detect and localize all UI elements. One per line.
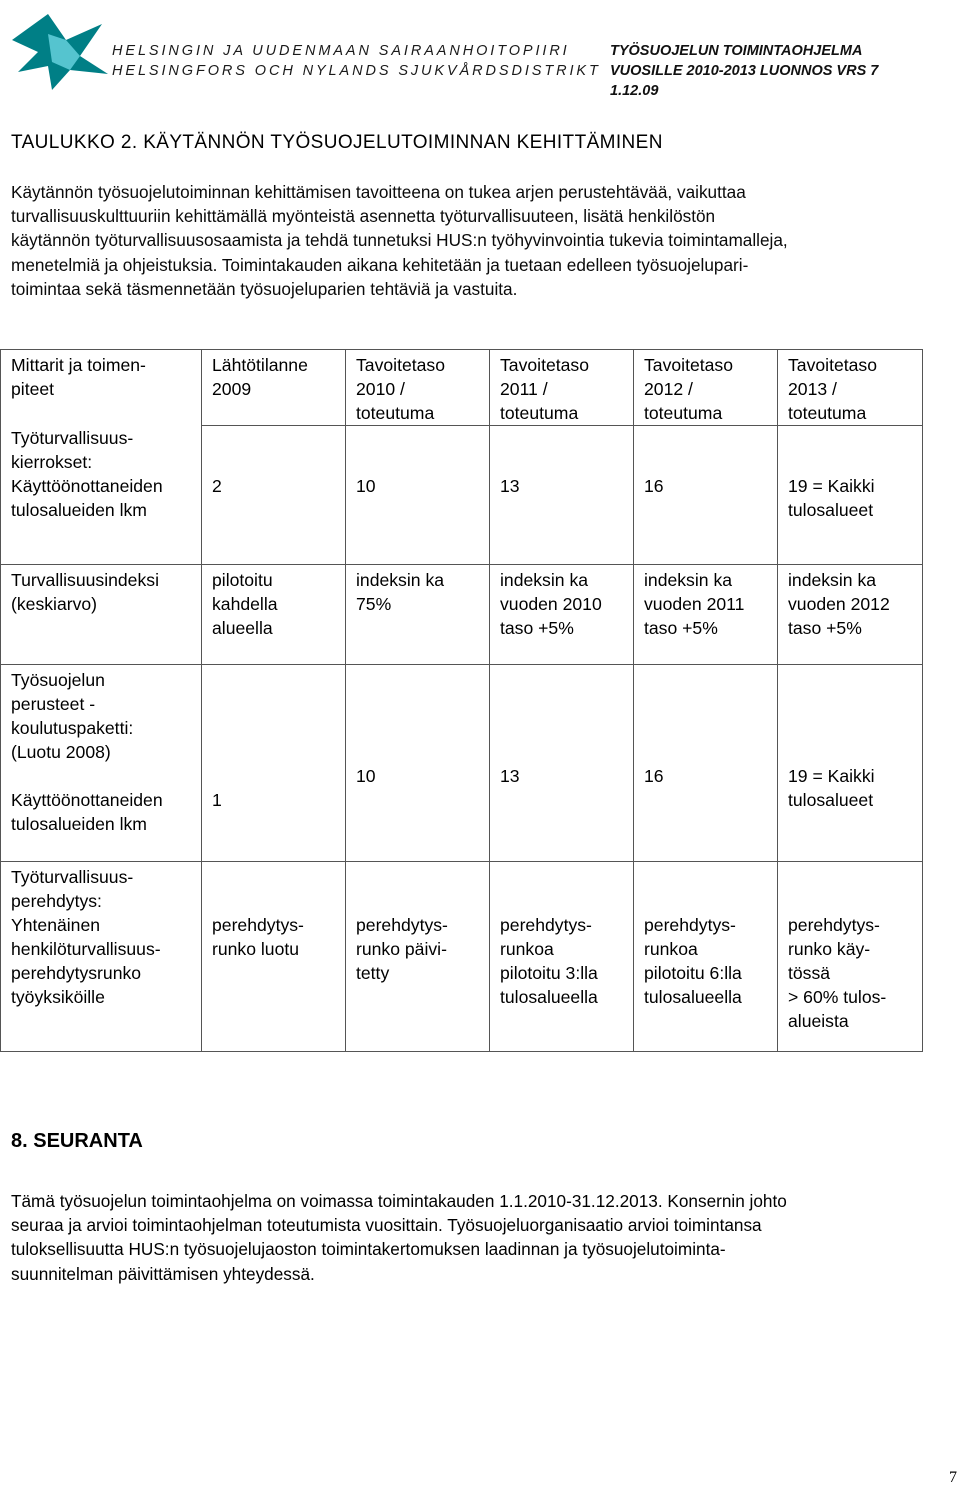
row-label: Työturvallisuus- kierrokset: Käyttöönottaneiden tulosalueiden lkm bbox=[11, 427, 163, 520]
table-cell bbox=[490, 665, 634, 862]
header-cell-2012 bbox=[634, 350, 778, 426]
paragraph-line: suunnitelman päivittämisen yhteydessä. bbox=[11, 1263, 315, 1284]
cell-value: 16 bbox=[644, 766, 664, 786]
table-row bbox=[1, 426, 923, 565]
table-cell bbox=[490, 565, 634, 665]
intro-line: toimintaa sekä täsmennetään työsuojeluparien tehtäviä ja vastuita. bbox=[11, 278, 518, 299]
cell-value: indeksin ka 75% bbox=[356, 570, 445, 614]
paragraph-line: seuraa ja arvioi toimintaohjelman toteutumista vuosittain. Työsuojeluorganisaatio arvioi toimintansa bbox=[11, 1215, 762, 1236]
cell-value: indeksin ka vuoden 2011 taso +5% bbox=[644, 570, 745, 638]
header-baseline-text: Lähtötilanne 2009 bbox=[212, 355, 308, 399]
table-cell bbox=[778, 665, 923, 862]
intro-line: menetelmiä ja ohjeistuksia. Toimintakauden aikana kehitetään ja tuetaan edelleen työsuojelupari- bbox=[11, 254, 749, 275]
header-2013-text: Tavoitetaso 2013 / toteutuma bbox=[788, 355, 877, 423]
table-header-row bbox=[1, 350, 923, 426]
intro-paragraph bbox=[11, 180, 956, 301]
table-cell bbox=[202, 862, 346, 1052]
metrics-table bbox=[0, 349, 923, 1052]
cell-value: 10 bbox=[356, 766, 376, 786]
table-cell bbox=[634, 665, 778, 862]
row-sublabel: Käyttöönottaneiden tulosalueiden lkm bbox=[11, 790, 163, 834]
table-cell bbox=[346, 426, 490, 565]
cell-value: perehdytys- runko luotu bbox=[212, 915, 304, 959]
intro-line: käytännön työturvallisuusosaamista ja tehdä tunnetuksi HUS:n työhyvinvointia tukevia toimintamalleja, bbox=[11, 230, 788, 251]
header-cell-baseline bbox=[202, 350, 346, 426]
header-metric-text: Mittarit ja toimen- piteet bbox=[11, 355, 146, 399]
header-2010-text: Tavoitetaso 2010 / toteutuma bbox=[356, 355, 445, 423]
table-cell bbox=[202, 426, 346, 565]
doc-date: 1.12.09 bbox=[610, 83, 659, 99]
intro-line: Käytännön työsuojelutoiminnan kehittämisen tavoitteena on tukea arjen perustehtävää, vaikuttaa bbox=[11, 182, 746, 202]
table-cell bbox=[490, 426, 634, 565]
header-2012-text: Tavoitetaso 2012 / toteutuma bbox=[644, 355, 733, 423]
cell-value: 19 = Kaikki tulosalueet bbox=[788, 476, 875, 520]
table-cell bbox=[634, 426, 778, 565]
table-cell bbox=[778, 426, 923, 565]
table-cell bbox=[490, 862, 634, 1052]
table-cell bbox=[202, 565, 346, 665]
table-cell bbox=[778, 862, 923, 1052]
cell-value: 2 bbox=[212, 476, 222, 496]
cell-value: perehdytys- runko käy- tössä > 60% tulos- alueista bbox=[788, 915, 887, 1031]
row-label-cell bbox=[1, 426, 202, 565]
table-cell bbox=[202, 665, 346, 862]
org-name-sv: HELSINGFORS OCH NYLANDS SJUKVÅRDSDISTRIKT bbox=[112, 63, 601, 79]
org-name-fi: HELSINGIN JA UUDENMAAN SAIRAANHOITOPIIRI bbox=[112, 43, 570, 59]
section-title: 8. SEURANTA bbox=[11, 1130, 143, 1152]
doc-title-line1: TYÖSUOJELUN TOIMINTAOHJELMA bbox=[610, 43, 863, 59]
header-2011-text: Tavoitetaso 2011 / toteutuma bbox=[500, 355, 589, 423]
organization-name bbox=[112, 41, 601, 81]
page-number: 7 bbox=[949, 1469, 957, 1486]
cell-value: 13 bbox=[500, 766, 520, 786]
row-label-cell bbox=[1, 665, 202, 862]
cell-value: 13 bbox=[500, 476, 520, 496]
table-row bbox=[1, 665, 923, 862]
cell-value: perehdytys- runko päivi- tetty bbox=[356, 915, 448, 983]
table-cell bbox=[634, 565, 778, 665]
table-cell bbox=[778, 565, 923, 665]
row-label-cell bbox=[1, 565, 202, 665]
cell-value: perehdytys- runkoa pilotoitu 3:lla tulosalueella bbox=[500, 915, 598, 1007]
header-cell-2011 bbox=[490, 350, 634, 426]
table-heading: TAULUKKO 2. KÄYTÄNNÖN TYÖSUOJELUTOIMINNAN KEHITTÄMINEN bbox=[11, 132, 663, 153]
table-row bbox=[1, 862, 923, 1052]
doc-title-line2: VUOSILLE 2010-2013 LUONNOS VRS 7 bbox=[610, 63, 879, 79]
intro-line: turvallisuuskulttuuriin kehittämällä myönteistä asennetta työturvallisuuteen, lisätä henkilöstön bbox=[11, 206, 716, 227]
section-paragraph bbox=[11, 1189, 956, 1286]
cell-value: 19 = Kaikki tulosalueet bbox=[788, 766, 875, 810]
cell-value: indeksin ka vuoden 2010 taso +5% bbox=[500, 570, 602, 638]
cell-value: pilotoitu kahdella alueella bbox=[212, 570, 278, 638]
header-cell-metric bbox=[1, 350, 202, 426]
row-label-cell bbox=[1, 862, 202, 1052]
table-cell bbox=[346, 565, 490, 665]
hus-logo bbox=[8, 10, 120, 92]
cell-value: 10 bbox=[356, 476, 376, 496]
row-label: Työturvallisuus- perehdytys: Yhtenäinen henkilöturvallisuus- perehdytysrunko työyksiköille bbox=[11, 867, 161, 1007]
cell-value: perehdytys- runkoa pilotoitu 6:lla tulosalueella bbox=[644, 915, 742, 1007]
table-cell bbox=[346, 862, 490, 1052]
table-cell bbox=[634, 862, 778, 1052]
paragraph-line: Tämä työsuojelun toimintaohjelma on voimassa toimintakauden 1.1.2010-31.12.2013. Konsernin johto bbox=[11, 1191, 787, 1211]
header-cell-2010 bbox=[346, 350, 490, 426]
paragraph-line: tuloksellisuutta HUS:n työsuojelujaoston toimintakertomuksen laadinnan ja työsuojelutoiminta- bbox=[11, 1239, 726, 1260]
cell-value: 1 bbox=[212, 790, 222, 810]
header-cell-2013 bbox=[778, 350, 923, 426]
row-label: Turvallisuusindeksi (keskiarvo) bbox=[11, 570, 159, 614]
table-row bbox=[1, 565, 923, 665]
cell-value: indeksin ka vuoden 2012 taso +5% bbox=[788, 570, 890, 638]
table-cell bbox=[346, 665, 490, 862]
row-label: Työsuojelun perusteet - koulutuspaketti: (Luotu 2008) bbox=[11, 670, 134, 762]
document-title bbox=[610, 41, 878, 101]
cell-value: 16 bbox=[644, 476, 664, 496]
